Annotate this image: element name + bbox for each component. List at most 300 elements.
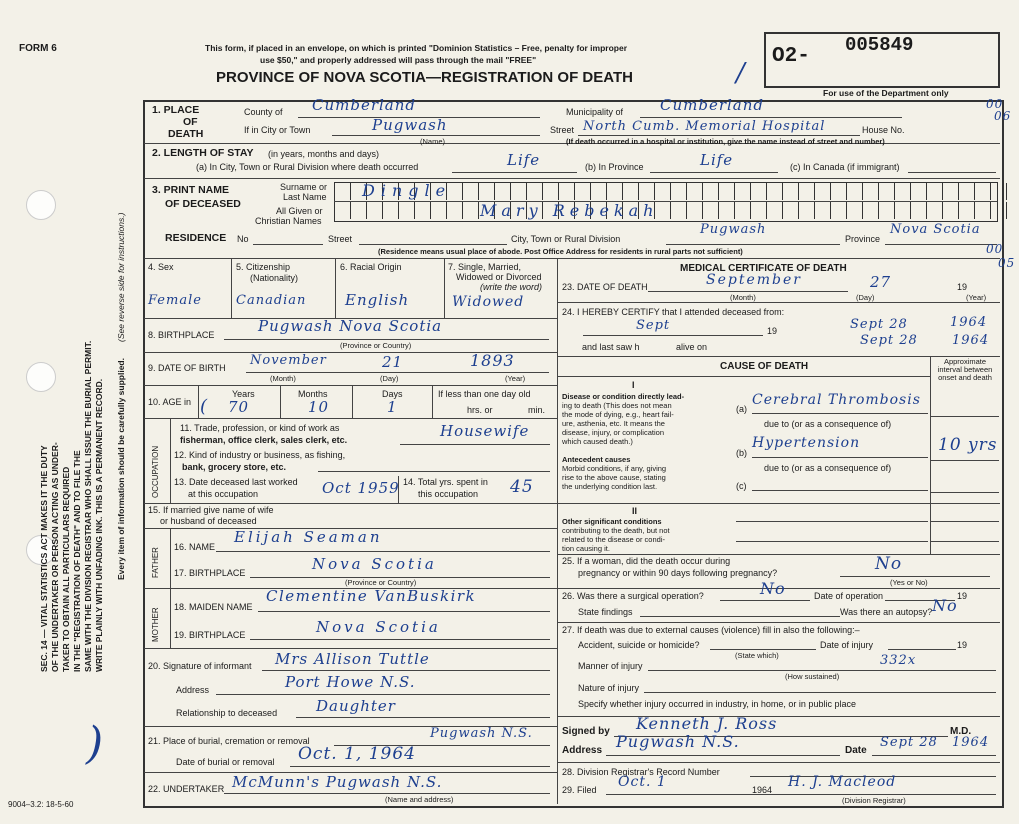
- name-grid-cell: [910, 183, 926, 200]
- name-grid-cell: [494, 183, 510, 200]
- occupation-side-label: OCCUPATION: [151, 445, 160, 498]
- md-label: M.D.: [950, 726, 972, 737]
- name-grid-cell: [718, 183, 734, 200]
- name-grid-cell: [670, 202, 686, 219]
- divider: [558, 302, 1000, 303]
- residence-city-value: Pugwash: [700, 222, 767, 237]
- divider: [558, 356, 1000, 357]
- mother-birthplace-line: [250, 639, 550, 640]
- age-years-label: Years: [232, 389, 255, 399]
- manner-label: Manner of injury: [578, 661, 643, 671]
- doctor-address-value: Pugwash N.S.: [616, 732, 740, 751]
- name-grid-cell: [750, 183, 766, 200]
- side-note: Every item of information should be carefully supplied.: [116, 358, 126, 580]
- pregnancy-value: No: [875, 554, 903, 574]
- marital-label-3: (write the word): [480, 282, 543, 292]
- immediate-5: disease, injury, or complication: [562, 428, 664, 437]
- name-grid-cell: [942, 202, 958, 219]
- divider: [144, 648, 557, 649]
- name-grid-cell: [926, 183, 942, 200]
- undertaker-line: [224, 793, 550, 794]
- name-grid-cell: [734, 183, 750, 200]
- dod-year-prefix: 19: [957, 282, 968, 292]
- marital-label: 7. Single, Married,: [448, 262, 522, 272]
- name-grid-cell: [974, 202, 990, 219]
- immediate-3: the mode of dying, e.g., heart fail-: [562, 410, 674, 419]
- name-grid-cell: [846, 183, 862, 200]
- name-grid-cell: [606, 183, 622, 200]
- pregnancy-line: [840, 576, 990, 577]
- father-side-label: FATHER: [151, 547, 160, 578]
- citizenship-sub: (Nationality): [250, 273, 299, 283]
- department-use-note: For use of the Department only: [823, 88, 949, 98]
- dod-label: 23. DATE OF DEATH: [562, 282, 648, 292]
- center-divider: [557, 258, 558, 804]
- place-label-2: OF: [183, 116, 198, 128]
- name-grid-cell: [878, 202, 894, 219]
- name-grid-cell: [990, 183, 1006, 200]
- interval-c-line: [931, 492, 999, 493]
- father-birthplace-label: 17. BIRTHPLACE: [174, 568, 246, 578]
- margin-mark: 06: [994, 109, 1012, 123]
- citizenship-value: Canadian: [236, 293, 307, 308]
- certificate-number: 005849: [845, 34, 914, 56]
- nature-label: Nature of injury: [578, 683, 640, 693]
- name-grid-cell: [782, 183, 798, 200]
- form-number: FORM 6: [19, 43, 57, 54]
- medical-title: MEDICAL CERTIFICATE OF DEATH: [680, 263, 847, 274]
- spouse-label-1: 15. If married give name of wife: [148, 505, 274, 515]
- residence-province-line: [885, 244, 997, 245]
- street-value: North Cumb. Memorial Hospital: [583, 119, 826, 134]
- surgery-value: No: [760, 579, 786, 598]
- cause-a-value: Cerebral Thrombosis: [752, 392, 921, 408]
- divider: [170, 588, 171, 648]
- name-grid-cell: [654, 183, 670, 200]
- divider: [558, 622, 1000, 623]
- name-grid-cell: [462, 202, 478, 219]
- name-grid-cell: [894, 183, 910, 200]
- name-grid-cell: [638, 183, 654, 200]
- last-saw-value: Sept 28: [860, 333, 918, 348]
- stay-c-line: [908, 172, 996, 173]
- stay-b-label: (b) In Province: [585, 162, 644, 172]
- postal-note-2: use $50," and properly addressed will pass through the mail "FREE": [260, 55, 537, 65]
- house-no-label: House No.: [862, 125, 905, 135]
- undertaker-label: 22. UNDERTAKER: [148, 784, 225, 794]
- other-line-1: [736, 521, 928, 522]
- surname-value: Dingle: [362, 181, 452, 200]
- father-birthplace-caption: (Province or Country): [345, 578, 417, 587]
- cause-a-label: (a): [736, 404, 747, 414]
- last-worked-label-2: at this occupation: [188, 489, 259, 499]
- divider: [352, 385, 353, 418]
- name-grid-cell: [862, 183, 878, 200]
- name-grid-cell: [1006, 183, 1019, 200]
- divider: [144, 503, 557, 504]
- divider: [558, 554, 1000, 555]
- city-name-caption: (Name): [420, 137, 446, 146]
- city-value: Pugwash: [372, 116, 448, 134]
- residence-street-label: Street: [328, 234, 353, 244]
- name-grid-cell: [830, 202, 846, 219]
- name-grid-cell: [782, 202, 798, 219]
- divider: [144, 258, 1000, 259]
- age-hrs-label: hrs. or: [467, 405, 493, 415]
- trade-label-2: fisherman, office clerk, sales clerk, etc.: [180, 435, 348, 445]
- age-min-label: min.: [528, 405, 546, 415]
- name-grid-cell: [686, 183, 702, 200]
- interval-b-line: [931, 460, 999, 461]
- burial-date-value: Oct. 1, 1964: [298, 744, 416, 764]
- immediate-4: ure, asthenia, etc. It means the: [562, 419, 665, 428]
- total-years-value: 45: [510, 477, 534, 497]
- name-grid-cell: [702, 183, 718, 200]
- dob-month: November: [250, 353, 327, 368]
- divider: [558, 503, 1000, 504]
- undertaker-value: McMunn's Pugwash N.S.: [232, 773, 443, 791]
- burial-place-value: Pugwash N.S.: [430, 726, 533, 741]
- name-grid-cell: [622, 183, 638, 200]
- name-grid-cell: [366, 202, 382, 219]
- state-findings-line: [640, 616, 840, 617]
- other-4: tion causing it.: [562, 544, 610, 553]
- total-years-label-2: this occupation: [418, 489, 479, 499]
- place-label-3: DEATH: [168, 128, 204, 140]
- form-title: PROVINCE OF NOVA SCOTIA—REGISTRATION OF DEATH: [216, 69, 633, 86]
- name-grid-cell: [542, 183, 558, 200]
- city-label: If in City or Town: [244, 125, 311, 135]
- surname-label-2: Last Name: [283, 192, 327, 202]
- cause-b-label: (b): [736, 448, 747, 458]
- certificate-prefix: O2-: [772, 45, 810, 68]
- dob-day: 21: [382, 353, 404, 371]
- filed-value: Oct. 1: [618, 774, 667, 790]
- divider: [280, 385, 281, 418]
- birthplace-label: 8. BIRTHPLACE: [148, 330, 215, 340]
- marital-label-2: Widowed or Divorced: [456, 272, 542, 282]
- divider: [144, 418, 557, 419]
- attended-from: Sept: [636, 318, 671, 333]
- street-line: [578, 135, 860, 136]
- name-grid-cell: [734, 202, 750, 219]
- mother-maiden-line: [258, 611, 550, 612]
- divider: [444, 258, 445, 318]
- name-grid-cell: [942, 183, 958, 200]
- mother-side-label: MOTHER: [151, 607, 160, 642]
- cause-a-line: [752, 413, 928, 414]
- hospital-note: (If death occurred in a hospital or institution, give the name instead of street and number): [566, 137, 885, 146]
- name-grid-cell: [878, 183, 894, 200]
- accident-label: Accident, suicide or homicide?: [578, 640, 700, 650]
- divider: [558, 376, 930, 377]
- relationship-line: [296, 717, 550, 718]
- name-label-1: 3. PRINT NAME: [152, 184, 230, 196]
- last-saw-year: 1964: [952, 333, 990, 348]
- residence-no-label: No: [237, 234, 249, 244]
- divider: [558, 762, 1000, 763]
- name-grid-cell: [590, 183, 606, 200]
- dob-month-caption: (Month): [270, 374, 296, 383]
- name-grid-cell: [558, 183, 574, 200]
- surgery-line: [720, 600, 810, 601]
- burial-date-label: Date of burial or removal: [176, 757, 275, 767]
- name-grid-cell: [670, 183, 686, 200]
- antecedent-2: Morbid conditions, if any, giving: [562, 464, 667, 473]
- margin-mark: 00: [986, 97, 1004, 111]
- antecedent-3: rise to the above cause, stating: [562, 473, 666, 482]
- marital-value: Widowed: [452, 294, 525, 310]
- attended-mid: 19: [767, 326, 778, 336]
- divider: [170, 528, 171, 588]
- name-grid-cell: [766, 183, 782, 200]
- pen-mark: (: [200, 396, 209, 417]
- divider: [231, 258, 232, 318]
- divider: [170, 418, 171, 503]
- filed-line: [606, 794, 996, 795]
- residence-city-line: [666, 244, 840, 245]
- name-grid-cell: [574, 183, 590, 200]
- signed-date-line: [872, 755, 996, 756]
- birthplace-value: Pugwash Nova Scotia: [258, 317, 443, 335]
- pregnancy-label-1: 25. If a woman, did the death occur during: [562, 556, 731, 566]
- dod-line: [648, 291, 848, 292]
- side-instruction-4: IN THE "REGISTRATION OF DEATH" AND TO FILE THE: [72, 450, 82, 672]
- pen-mark: /: [736, 58, 746, 88]
- age-years-value: 70: [228, 398, 250, 416]
- due-to-b: due to (or as a consequence of): [764, 463, 892, 473]
- injury-date-label: Date of injury: [820, 640, 874, 650]
- immediate-1: Disease or condition directly lead-: [562, 392, 685, 401]
- name-grid-cell: [798, 202, 814, 219]
- accident-line: [710, 649, 816, 650]
- name-grid-cell: [414, 202, 430, 219]
- father-name-value: Elijah Seaman: [234, 528, 383, 546]
- name-grid-cell: [334, 202, 350, 219]
- operation-date-label: Date of operation: [814, 591, 884, 601]
- residence-province-value: Nova Scotia: [890, 222, 981, 237]
- street-label: Street: [550, 125, 575, 135]
- sex-value: Female: [148, 293, 202, 308]
- cause-part-1: I: [632, 380, 635, 390]
- sex-label: 4. Sex: [148, 262, 174, 272]
- manner-value: 332x: [880, 653, 917, 668]
- antecedent-1: Antecedent causes: [562, 455, 631, 464]
- last-worked-value: Oct 1959: [322, 479, 400, 497]
- last-worked-label-1: 13. Date deceased last worked: [174, 477, 298, 487]
- how-caption: (How sustained): [785, 672, 840, 681]
- divider: [335, 258, 336, 318]
- autopsy-value: No: [932, 596, 958, 615]
- industry-line: [318, 471, 550, 472]
- city-line: [332, 135, 540, 136]
- birthplace-caption: (Province or Country): [340, 341, 412, 350]
- form-code: 9004–3.2: 18-5-60: [8, 800, 74, 809]
- county-label: County of: [244, 107, 283, 117]
- name-label-2: OF DECEASED: [165, 198, 241, 210]
- other-1: Other significant conditions: [562, 517, 662, 526]
- name-grid-cell: [862, 202, 878, 219]
- municipality-line: [640, 117, 902, 118]
- father-birthplace-value: Nova Scotia: [312, 555, 437, 573]
- age-days-label: Days: [382, 389, 403, 399]
- industry-label-2: bank, grocery store, etc.: [182, 462, 287, 472]
- age-months-value: 10: [308, 398, 330, 416]
- citizenship-label: 5. Citizenship: [236, 262, 291, 272]
- surname-label-1: Surname or: [280, 182, 328, 192]
- relationship-label: Relationship to deceased: [176, 708, 278, 718]
- name-grid-cell: [814, 183, 830, 200]
- place-label-1: 1. PLACE: [152, 104, 200, 116]
- stay-c-label: (c) In Canada (if immigrant): [790, 162, 900, 172]
- trade-label-1: 11. Trade, profession, or kind of work as: [180, 423, 340, 433]
- cause-c-label: (c): [736, 481, 747, 491]
- racial-value: English: [345, 291, 410, 309]
- stay-sub: (in years, months and days): [268, 149, 380, 159]
- name-grid-cell: [974, 183, 990, 200]
- birthplace-line: [224, 339, 549, 340]
- name-grid-cell: [446, 202, 462, 219]
- divider: [558, 716, 1000, 717]
- cause-part-2: II: [632, 506, 638, 516]
- side-instruction-6: WRITE PLAINLY WITH UNFADING INK. THIS IS A PERMANENT RECORD.: [94, 378, 104, 672]
- division-registrar-caption: (Division Registrar): [842, 796, 906, 805]
- pregnancy-label-2: pregnancy or within 90 days following pregnancy?: [578, 568, 778, 578]
- other-line-2: [736, 541, 928, 542]
- filed-year-prefix: 1964: [752, 785, 773, 795]
- name-grid-cell: [766, 202, 782, 219]
- name-grid-cell: [510, 183, 526, 200]
- margin-mark: 00: [986, 242, 1004, 256]
- dod-month-caption: (Month): [730, 293, 756, 302]
- dob-day-caption: (Day): [380, 374, 399, 383]
- name-grid-cell: [478, 183, 494, 200]
- divider: [432, 385, 433, 418]
- racial-label: 6. Racial Origin: [340, 262, 402, 272]
- cause-b-value: Hypertension: [752, 435, 861, 451]
- given-value: Mary Rebekah: [480, 201, 659, 220]
- filed-label: 29. Filed: [562, 785, 597, 795]
- postal-note-1: This form, if placed in an envelope, on which is printed "Dominion Statistics – Free, penalty for improper: [205, 43, 628, 53]
- name-grid-cell: [798, 183, 814, 200]
- name-grid-cell: [462, 183, 478, 200]
- other-interval-line-1: [931, 521, 999, 522]
- punch-hole: [26, 362, 56, 392]
- name-grid-cell: [926, 202, 942, 219]
- informant-address-line: [216, 694, 550, 695]
- side-note-reverse: (See reverse side for instructions.): [116, 212, 126, 342]
- residence-province-label: Province: [845, 234, 881, 244]
- name-grid-cell: [702, 202, 718, 219]
- immediate-2: ing to death (This does not mean: [562, 401, 672, 410]
- interval-b-value: 10 yrs: [938, 435, 998, 455]
- informant-address-value: Port Howe N.S.: [285, 673, 416, 691]
- relationship-value: Daughter: [316, 697, 396, 715]
- informant-sig-value: Mrs Allison Tuttle: [275, 650, 430, 668]
- divider: [398, 476, 399, 503]
- dob-line: [246, 372, 549, 373]
- mother-maiden-label: 18. MAIDEN NAME: [174, 602, 253, 612]
- cause-c-line: [752, 490, 928, 491]
- burial-place-label: 21. Place of burial, cremation or removal: [148, 736, 310, 746]
- signed-label: Signed by: [562, 726, 610, 737]
- divider: [144, 178, 1000, 179]
- dob-year: 1893: [470, 351, 515, 370]
- other-interval-line-2: [931, 541, 999, 542]
- other-2: contributing to the death, but not: [562, 526, 670, 535]
- father-name-label: 16. NAME: [174, 542, 216, 552]
- stay-label: 2. LENGTH OF STAY: [152, 147, 254, 159]
- mother-maiden-value: Clementine VanBuskirk: [266, 587, 477, 605]
- divider: [198, 385, 199, 418]
- side-instruction-3: TAKER TO OBTAIN ALL PARTICULARS REQUIRED: [61, 466, 71, 672]
- signed-date-value: Sept 28: [880, 735, 938, 750]
- municipality-label: Municipality of: [566, 107, 624, 117]
- dob-label: 9. DATE OF BIRTH: [148, 363, 226, 373]
- autopsy-label: Was there an autopsy?: [840, 607, 933, 617]
- antecedent-4: the underlying condition last.: [562, 482, 658, 491]
- last-saw-mid: alive on: [676, 342, 708, 352]
- divider: [930, 356, 931, 554]
- residence-division-label: City, Town or Rural Division: [511, 234, 621, 244]
- name-grid-cell: [382, 202, 398, 219]
- given-label-1: All Given or: [276, 206, 323, 216]
- informant-sig-line: [262, 670, 550, 671]
- external-causes-label: 27. If death was due to external causes (violence) fill in also the following:–: [562, 625, 860, 635]
- attended-label: 24. I HEREBY CERTIFY that I attended deceased from:: [562, 307, 785, 317]
- name-grid-cell: [958, 202, 974, 219]
- signed-date-label: Date: [845, 745, 867, 756]
- due-to-a: due to (or as a consequence of): [764, 419, 892, 429]
- state-findings-label: State findings: [578, 607, 633, 617]
- name-grid-cell: [814, 202, 830, 219]
- dod-day-caption: (Day): [856, 293, 875, 302]
- injury-year-prefix: 19: [957, 640, 968, 650]
- residence-label: RESIDENCE: [165, 232, 227, 244]
- name-grid-cell: [350, 202, 366, 219]
- doctor-address-label: Address: [562, 745, 603, 756]
- name-grid-cell: [686, 202, 702, 219]
- undertaker-caption: (Name and address): [385, 795, 454, 804]
- dob-year-caption: (Year): [505, 374, 526, 383]
- last-saw-label: and last saw h: [582, 342, 640, 352]
- manner-line: [648, 670, 996, 671]
- stay-a-label: (a) In City, Town or Rural Division where death occurred: [196, 162, 419, 172]
- trade-value: Housewife: [440, 422, 530, 440]
- informant-address-label: Address: [176, 685, 210, 695]
- dod-day: 27: [870, 273, 892, 291]
- stay-b-line: [650, 172, 778, 173]
- operation-year-prefix: 19: [957, 591, 968, 601]
- name-grid-cell: [718, 202, 734, 219]
- residence-note: (Residence means usual place of abode. Post Office Address for residents in rural parts not sufficient): [378, 247, 743, 256]
- state-which-caption: (State which): [735, 651, 779, 660]
- cause-b-line: [752, 457, 928, 458]
- name-grid-cell: [1006, 202, 1019, 219]
- punch-hole: [26, 190, 56, 220]
- side-instruction-2: OF THE UNDERTAKER OR PERSON ACTING AS UNDER-: [50, 442, 60, 672]
- specify-label: Specify whether injury occurred in industry, in home, or in public place: [578, 699, 856, 709]
- name-grid-cell: [894, 202, 910, 219]
- stay-a-value: Life: [507, 151, 541, 169]
- name-grid-cell: [398, 202, 414, 219]
- other-3: related to the disease or condi-: [562, 535, 665, 544]
- record-number-label: 28. Division Registrar's Record Number: [562, 767, 720, 777]
- age-label: 10. AGE in: [148, 397, 192, 407]
- signed-value: Kenneth J. Ross: [636, 714, 778, 733]
- age-less-label: If less than one day old: [438, 389, 531, 399]
- given-cells: [334, 202, 1019, 219]
